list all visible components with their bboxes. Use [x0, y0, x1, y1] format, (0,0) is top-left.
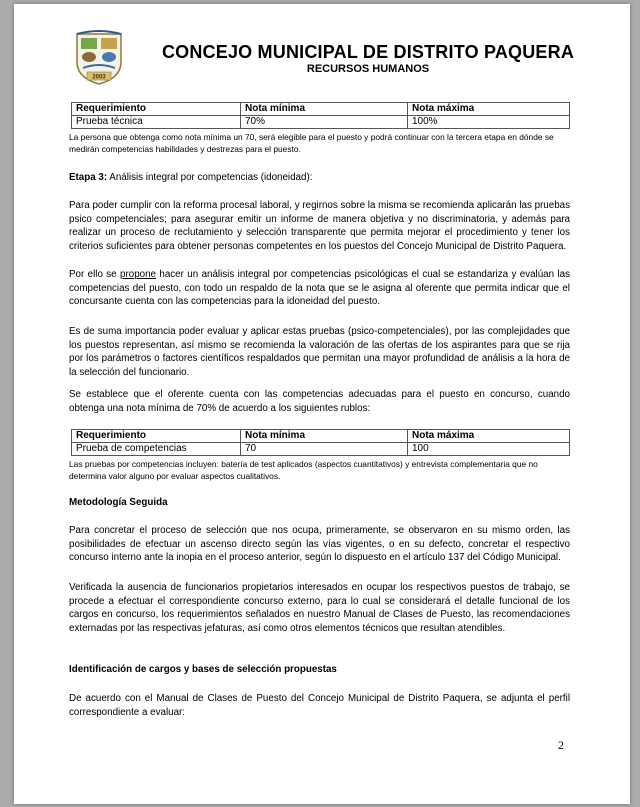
table-header-nota-maxima: Nota máxima — [408, 103, 570, 116]
table-cell: 70 — [241, 443, 408, 456]
table-header-requerimiento: Requerimiento — [72, 103, 241, 116]
table-cell: 70% — [241, 116, 408, 129]
table-prueba-tecnica — [71, 102, 570, 129]
document-subtitle: RECURSOS HUMANOS — [306, 63, 430, 75]
paragraph: Verificada la ausencia de funcionarios propietarios interesados en ocupar los respectivos puestos de trabajo, se procede a efectuar el correspondiente concurso externo, para lo cual se considerará el detalle funcional de los cargos en concurso, los requerimientos señalados en nuestro Manual de Clases de Puesto, las recomendaciones externadas por las respectivas jefaturas, así como otros elementos técnicos que resultan atendibles. — [69, 582, 570, 634]
section-heading: Identificación de cargos y bases de selección propuestas — [69, 664, 337, 675]
municipal-logo — [71, 28, 127, 86]
table-row — [72, 443, 570, 456]
etapa-3-label: Etapa 3: — [69, 172, 108, 183]
table-prueba-competencias — [71, 429, 570, 456]
table-header-nota-minima: Nota mínima — [241, 103, 408, 116]
underlined-word: propone — [120, 269, 156, 280]
table-cell: 100 — [408, 443, 570, 456]
table-header-nota-maxima: Nota máxima — [408, 430, 570, 443]
paragraph: Para concretar el proceso de selección que nos ocupa, primeramente, se observaron en su mismo orden, las posibilidades de efectuar un ascenso directo según las vías vigentes, o en su defecto, concretar el respectivo concurso interno ante la inopia en el proceso anterior, según lo dispuesto en el artículo 137 del Código Municipal. — [69, 525, 570, 564]
paragraph: Para poder cumplir con la reforma procesal laboral, y regirnos sobre la misma se recomienda aplicarán las pruebas psico competenciales; para asegurar emitir un informe de manera objetiva y no discriminatoria, y además para realizar un proceso de reclutamiento y selección transparente que permita mejorar el procedimiento y tener los criterios suficientes para obtener personas competentes en los puestos del Concejo Municipal de Distrito Paquera. — [69, 200, 570, 252]
table-note: La persona que obtenga como nota mínima un 70, será elegible para el puesto y podrá continuar con la tercera etapa en dónde se medirán competencias habilidades y destrezas para el puesto. — [69, 132, 554, 154]
table-cell: 100% — [408, 116, 570, 129]
svg-text:2003: 2003 — [92, 74, 106, 81]
paragraph: Por ello se propone hacer un análisis integral por competencias psicológicas el cual se estandariza y evalúan las competencias del puesto, con todo un respaldo de la nota que se le asigna al oferente que permita indicar que el concursante cuenta con las competencias para la idoneidad del puesto. — [69, 269, 570, 308]
table-cell: Prueba técnica — [72, 116, 241, 129]
paragraph: Es de suma importancia poder evaluar y aplicar estas pruebas (psico-competenciales), por las complejidades que los puestos representan, así mismo se recomienda la valoración de las ofertas de los aspirantes para que se rija por los parámetros o factores científicos respaldados que permitan una mayor profundidad de análisis a la hora de la selección del funcionario. — [69, 326, 570, 378]
table-header-nota-minima: Nota mínima — [241, 430, 408, 443]
paragraph: Se establece que el oferente cuenta con las competencias adecuadas para el puesto en concurso, cuando obtenga una nota mínima de 70% de acuerdo a los siguientes rublos: — [69, 389, 570, 414]
etapa-3-line — [69, 171, 570, 185]
etapa-3-text: Análisis integral por competencias (idoneidad): — [107, 172, 313, 183]
document-page — [14, 4, 630, 804]
table-header-requerimiento: Requerimiento — [72, 430, 241, 443]
document-title: CONCEJO MUNICIPAL DE DISTRITO PAQUERA — [161, 42, 575, 62]
paragraph: De acuerdo con el Manual de Clases de Puesto del Concejo Municipal de Distrito Paquera, se adjunta el perfil correspondiente a evaluar: — [69, 693, 570, 718]
page-number: 2 — [558, 738, 564, 752]
section-heading: Metodología Seguida — [69, 497, 168, 508]
table-row — [72, 116, 570, 129]
table-cell: Prueba de competencias — [72, 443, 241, 456]
table-note: Las pruebas por competencias incluyen: batería de test aplicados (aspectos cuantitativos) y entrevista complementaria que no determina valor alguno por evaluar aspectos cualitativos. — [69, 459, 538, 481]
